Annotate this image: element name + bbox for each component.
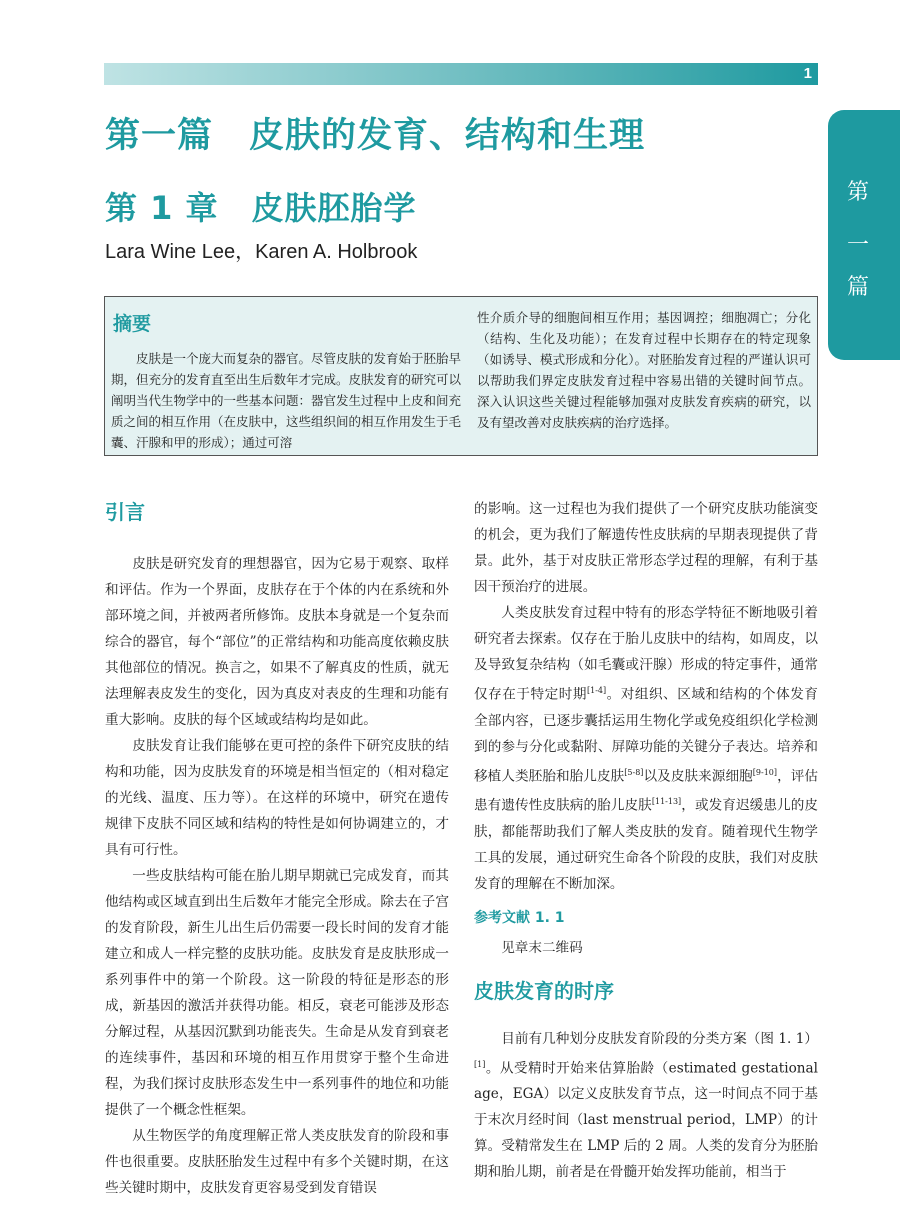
text-run: 人类皮肤发育过程中特有的形态学特征不断地吸引着研究者去探索。仅存在于胎儿皮肤中的结构，如周皮，以及导致复杂结构（如毛囊或汗腺）形成的特定事件，通常仅存在于特定时期: [474, 605, 818, 703]
right-column: [474, 496, 818, 1185]
text-run: 。对组织、区域和结构的个体发育全部内容，已逐步囊括运用生物化学或免疫组织化学检测到的参与分化或黏附、屏障功能的关键分子表达。培养和移植人类胚胎和胎儿皮肤: [474, 686, 818, 785]
reference-note: 见章末二维码: [501, 939, 583, 956]
text-run: ，评估患有遗传性皮肤病的胎儿皮肤: [474, 768, 819, 814]
paragraph: 皮肤是研究发育的理想器官，因为它易于观察、取样和评估。作为一个界面，皮肤存在于个体的内在系统和外部环境之间，并被两者所修饰。皮肤本身就是一个复杂而综合的器官，每个“部位”的正常结构和功能高度依赖皮肤其他部位的情况。换言之，如果不了解真皮的性质，就无法理解表皮发生的变化，因为真皮对表皮的生理和功能有重大影响。皮肤的每个区域或结构均是如此。: [105, 556, 449, 728]
citation: [5-8]: [624, 767, 644, 777]
part-side-tab: [828, 110, 900, 360]
abstract-text-left: 皮肤是一个庞大而复杂的器官。尽管皮肤的发育始于胚胎早期，但充分的发育直至出生后数年才完成。皮肤发育的研究可以阐明当代生物学中的一些基本问题：器官发生过程中上皮和间充质之间的相互作用（在皮肤中，这些组织间的相互作用发生于毛囊、汗腺和甲的形成）；通过可溶: [111, 351, 462, 450]
abstract-box: [104, 296, 818, 456]
reference-heading: 参考文献 1. 1: [474, 909, 565, 926]
citation: [1]: [474, 1059, 486, 1069]
text-run: 。从受精时开始来估算胎龄（estimated gestational age，EGA）以定义皮肤发育节点，这一时间点不同于基于末次月经时间（last menstrual period，LMP）的计算。受精常发生在 LMP 后的 2 周。人类的发育分为胚胎期和胎儿期，前者是在骨髓开始发挥功能前，相当于: [474, 1060, 818, 1181]
part-title: 第一篇 皮肤的发育、结构和生理: [105, 116, 646, 156]
paragraph: 从生物医学的角度理解正常人类皮肤发育的阶段和事件也很重要。皮肤胚胎发生过程中有多个关键时期，在这些关键时期中，皮肤发育更容易受到发育错误: [105, 1128, 449, 1196]
section-heading-intro: 引言: [105, 500, 145, 524]
abstract-left-column: [111, 309, 461, 453]
header-bar: [104, 63, 818, 85]
chapter-title: 第 1 章 皮肤胚胎学: [105, 189, 417, 227]
authors: Lara Wine Lee，Karen A. Holbrook: [105, 241, 418, 263]
citation: [9-10]: [752, 767, 778, 777]
abstract-text-right: 性介质介导的细胞间相互作用；基因调控；细胞凋亡；分化（结构、生化及功能）；在发育过程中长期存在的特定现象（如诱导、模式形成和分化）。对胚胎发育过程的严谨认识可以帮助我们界定皮肤发育过程中容易出错的关键时间节点。深入认识这些关键过程能够加强对皮肤发育疾病的研究，以及有望改善对皮肤疾病的治疗选择。: [477, 310, 811, 430]
paragraph: [474, 600, 818, 897]
page-number: 1: [803, 65, 812, 82]
paragraph: 的影响。这一过程也为我们提供了一个研究皮肤功能演变的机会，更为我们了解遗传性皮肤病的早期表现提供了背景。此外，基于对皮肤正常形态学过程的理解，有利于基因干预治疗的进展。: [474, 501, 818, 595]
abstract-right-column: [477, 307, 811, 433]
side-tab-char: 第: [846, 180, 869, 205]
paragraph: [474, 1026, 818, 1186]
citation: [1-4]: [587, 686, 607, 695]
side-tab-char: 篇: [846, 275, 869, 300]
text-run: ，或发育迟缓患儿的皮肤，都能帮助我们了解人类皮肤的发育。随着现代生物学工具的发展，通过研究生命各个阶段的皮肤，我们对皮肤发育的理解在不断加深。: [474, 797, 819, 892]
side-tab-char: 一: [846, 233, 869, 258]
paragraph: 皮肤发育让我们能够在更可控的条件下研究皮肤的结构和功能，因为皮肤发育的环境是相当恒定的（相对稳定的光线、温度、压力等）。在这样的环境中，研究在遗传规律下皮肤不同区域和结构的特性是如何协调建立的，才具有可行性。: [105, 738, 449, 858]
paragraph: 一些皮肤结构可能在胎儿期早期就已完成发育，而其他结构或区域直到出生后数年才能完全形成。除去在子宫的发育阶段，新生儿出生后仍需要一段长时间的发育才能建立和成人一样完整的皮肤功能。皮肤发育是皮肤形成一系列事件中的第一个阶段。这一阶段的特征是形态的形成，新基因的激活并获得功能。相反，衰老可能涉及形态分解过程，从基因沉默到功能丧失。生命是从发育到衰老的连续事件，基因和环境的相互作用贯穿于整个生命进程，为我们探讨皮肤形态发生中一系列事件的地位和功能提供了一个概念性框架。: [105, 868, 449, 1118]
abstract-heading: 摘要: [113, 313, 152, 335]
citation: [11-13]: [651, 797, 682, 807]
text-run: 目前有几种划分皮肤发育阶段的分类方案（图 1. 1）: [501, 1030, 818, 1047]
section-heading-timeline: 皮肤发育的时序: [474, 978, 614, 1003]
left-column: [105, 496, 449, 1201]
text-run: 以及皮肤来源细胞: [643, 768, 753, 785]
